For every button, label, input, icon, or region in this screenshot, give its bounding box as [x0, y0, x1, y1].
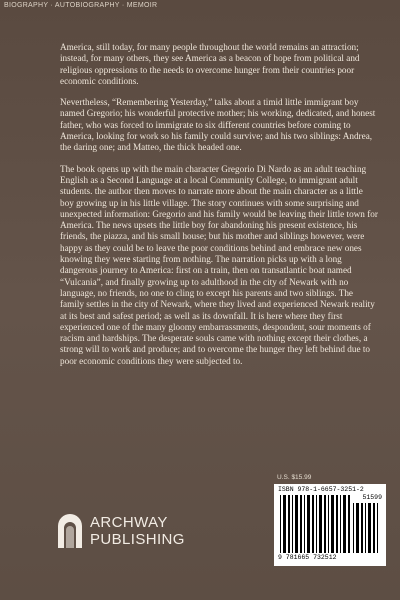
synopsis-paragraph-1: America, still today, for many people throughout the world remains an attraction; instead, for many others, they see America as a beacon of hope from political and religious oppressions to the needs to overcome hunger from their countries poor economic conditions. — [60, 42, 360, 86]
synopsis-paragraph-3: The book opens up with the main character Gregorio Di Nardo as an adult teaching English as a Second Language at a local Community College, to immigrant adult students. the author then moves to narrate more about the main character as a little boy growing up in his little village. The story continues with some surprising and unexpected information: Gregorio and his family would be leaving their little town for America. The news upsets the little boy for abandoning his present existence, his friends, the piazza, and his small house; but his mother and siblings however, were happy as they could be to leave the poor conditions behind and embrace new ones knowing they were starting from nothing. The narration picks up with a long dangerous journey to America: first on a train, then on transatlantic boat named “Vulcania”, and finally growing up to adulthood in the city of Newark with no language, no friends, no one to cling to except his parents and two siblings. The family settles in the city of Newark, where they lived and experienced Newark reality at its best and safest period; as well as its downfall. It is here where they first experienced one of the many gloomy embarrassments, despondent, sour moments of racism and hardships. The desperate souls came with nothing except their clothes, a strong will to work and produce; and to overcome the hunger they left behind due to poor economic conditions they were subjected to. — [60, 163, 378, 366]
barcode-addon-bars — [353, 503, 381, 553]
publisher-name-line1: ARCHWAY — [90, 514, 168, 531]
barcode-main-bars — [280, 495, 352, 553]
publisher-logo — [56, 514, 196, 554]
synopsis-paragraph-2: Nevertheless, “Remembering Yesterday,” talks about a timid little immigrant boy named Gregorio; his wonderful protective mother; his working, dedicated, and honest father, who was forced to immigrate to six different countries before coming to America, looking for work so his family could survive; and his two siblings: Andrea, the daring one; and Matteo, the thick headed one. — [60, 97, 376, 153]
synopsis — [60, 42, 378, 377]
price-label: U.S. $15.99 — [277, 474, 312, 481]
barcode — [274, 484, 386, 566]
publisher-name-line2: PUBLISHING — [90, 531, 185, 548]
category-label: BIOGRAPHY · AUTOBIOGRAPHY · MEMOIR — [4, 2, 158, 9]
isbn-digits: 9 781665 732512 — [278, 554, 337, 561]
archway-logo-icon — [56, 514, 84, 548]
addon-digits: 51599 — [362, 494, 382, 501]
isbn-label: ISBN 978-1-6657-3251-2 — [278, 486, 364, 493]
